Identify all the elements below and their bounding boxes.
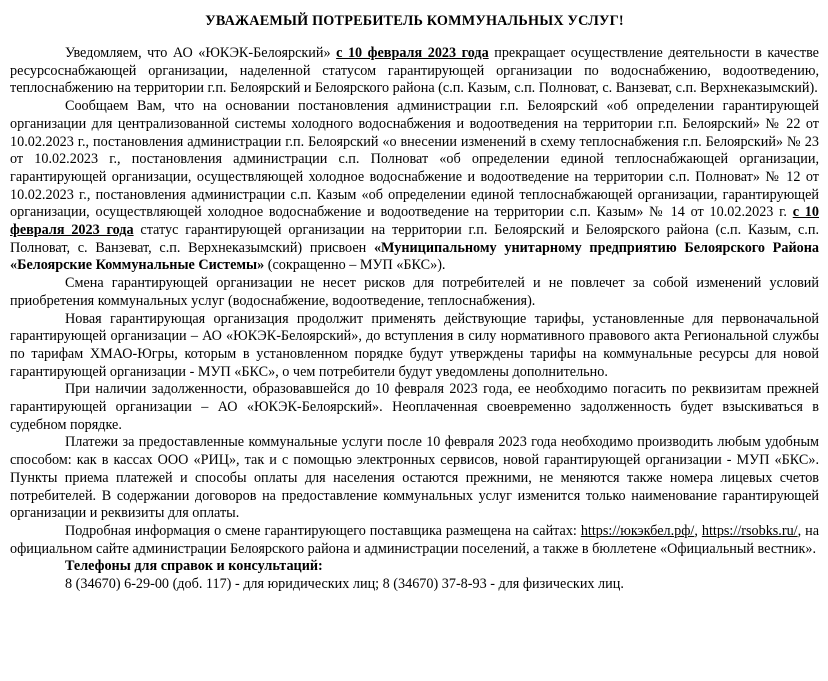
link-rsobks[interactable]: https://rsobks.ru/	[701, 522, 798, 539]
p2-org-name: «Муниципальному унитарному предприятию Белоярского Района «Белоярские Коммунальные Системы»	[10, 239, 819, 274]
p2-text-a: Сообщаем Вам, что на основании постановления администрации г.п. Белоярский «об определении гарантирующей организации для централизованной системы холодного водоснабжения и водоотведения на территории г.п. Белоярский» № 22 от 10.02.2023 г., постановления администрации г.п. Белоярский «о внесении изменений в схему теплоснабжения г.п. Белоярский» № 23 от 10.02.2023 г., постановления администрации с.п. Полноват «об определении единой теплоснабжающей организации, гарантирующей организации, осуществляющей холодное водоснабжение и водоотведение на территории с.п. Полноват» № 12 от 10.02.2023 г., постановления администрации с.п. Казым «об определении единой теплоснабжающей организации, гарантирующей организации, осуществляющей холодное водоснабжение и водоотведение на территории с.п. Казым» № 14 от 10.02.2023 г.	[10, 98, 819, 221]
paragraph-info	[10, 523, 819, 558]
p7-text-b: , на официальном сайте администрации Белоярского района и администрации поселений, а также в бюллетене «Официальный вестник».	[10, 522, 819, 557]
paragraph-payments: Платежи за предоставленные коммунальные услуги после 10 февраля 2023 года необходимо производить любым удобным способом: как в кассах ООО «РИЦ», так и с помощью электронных сервисов, новой гарантирующей организации - МУП «БКС». Пункты приема платежей и способы оплаты для населения остаются прежними, не меняются также номера лицевых счетов потребителей. В содержании договоров на предоставление коммунальных услуг изменится только наименование гарантирующей организации и реквизиты для оплаты.	[10, 434, 819, 522]
paragraph-no-risk: Смена гарантирующей организации не несет рисков для потребителей и не повлечет за собой изменений условий приобретения коммунальных услуг (водоснабжение, водоотведение, теплоснабжения).	[10, 275, 819, 309]
p2-date: с 10 февраля 2023 года	[10, 204, 819, 239]
paragraph-debt: При наличии задолженности, образовавшейся до 10 февраля 2023 года, ее необходимо погасить по реквизитам прежней гарантирующей организации – АО «ЮКЭК-Белоярский». Неоплаченная своевременно задолженность будет взыскиваться в судебном порядке.	[10, 381, 819, 433]
paragraph-resolutions	[10, 98, 819, 275]
p7-sep: ,	[694, 522, 702, 539]
p1-text-a: Уведомляем, что АО «ЮКЭК-Белоярский»	[65, 45, 337, 61]
p2-text-b: статус гарантирующей организации на территории г.п. Белоярский и Белоярского района (с.п. Казым, с.п. Полноват, с. Ванзеват, с.п. Верхнеказымский) присвоен	[10, 222, 819, 256]
p7-text-a: Подробная информация о смене гарантирующего поставщика размещена на сайтах:	[65, 522, 581, 539]
p1-date: с 10 февраля 2023 года	[336, 45, 489, 61]
paragraph-tariffs: Новая гарантирующая организация продолжит применять действующие тарифы, установленные для первоначальной гарантирующей организации – АО «ЮКЭК-Белоярский», до вступления в силу нормативного правового акта Региональной службы по тарифам ХМАО-Югры, которым в установленном порядке будут утверждены тарифы на коммунальные ресурсы для новой гарантирующей организации - МУП «БКС», о чем потребители будут уведомлены дополнительно.	[10, 310, 819, 380]
notice-title: УВАЖАЕМЫЙ ПОТРЕБИТЕЛЬ КОММУНАЛЬНЫХ УСЛУГ!	[205, 13, 624, 29]
phones-line: 8 (34670) 6-29-00 (доб. 117) - для юридических лиц; 8 (34670) 37-8-93 - для физических лиц.	[65, 576, 624, 593]
paragraph-termination	[10, 45, 819, 98]
link-yukekbel[interactable]: https://юкэкбел.рф/	[580, 522, 695, 539]
phones-heading: Телефоны для справок и консультаций:	[65, 558, 323, 575]
p2-text-c: (сокращенно – МУП «БКС»).	[264, 257, 446, 274]
p1-text-b: прекращает осуществление деятельности в качестве ресурсоснабжающей организации, наделенной статусом гарантирующей организации по водоснабжению, водоотведению, теплоснабжению на территории г.п. Белоярский и Белоярского района (с.п. Казым, с.п. Полноват, с. Ванзеват, с.п. Верхнеказымский).	[10, 45, 819, 97]
